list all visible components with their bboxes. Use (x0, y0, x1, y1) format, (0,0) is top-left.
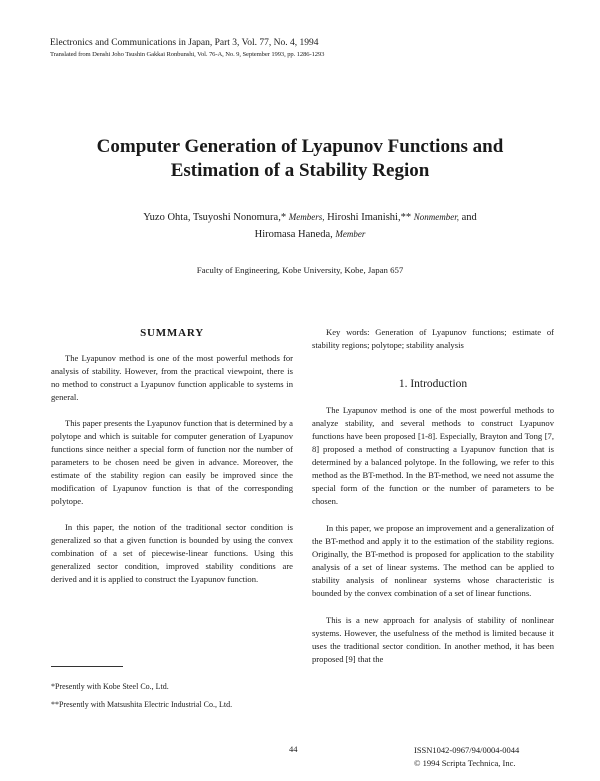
title-line-1: Computer Generation of Lyapunov Functions and (96, 136, 504, 157)
intro-body (312, 404, 554, 666)
author-1: Yuzo Ohta, Tsuyoshi Nonomura,* (143, 212, 287, 223)
summary-body (51, 352, 293, 586)
author-and: and (461, 212, 477, 223)
member-label-1: Members, (288, 212, 325, 222)
translation-note: Translated from Denshi Joho Tsushin Gakkai Ronbunshi, Vol. 76-A, No. 9, September 1993, pp. 1286-1293 (50, 51, 325, 58)
keywords (312, 326, 554, 352)
footnote-1: *Presently with Kobe Steel Co., Ltd. (51, 682, 169, 691)
journal-header: Electronics and Communications in Japan, Part 3, Vol. 77, No. 4, 1994 (50, 38, 319, 48)
intro-paragraph-1: The Lyapunov method is one of the most powerful methods to analyze stability, and several methods to construct Lyapunov functions have been proposed [1-8]. Especially, Brayton and Tong [7, 8] proposed a method of constructing a Lyapunov function that is determined by a balanced polytope. In the following, we refer to this method as the BT-method. In the BT-method, we need not assume the special form of the function or the number of parameters to be chosen. (312, 405, 554, 506)
keywords-text: Key words: Generation of Lyapunov functions; estimate of stability regions; polytope; stability analysis (312, 327, 554, 350)
footnote-2: **Presently with Matsushita Electric Industrial Co., Ltd. (51, 700, 233, 709)
author-3: Hiromasa Haneda, (254, 229, 333, 240)
paper-title (0, 135, 600, 183)
summary-paragraph-1: The Lyapunov method is one of the most powerful methods for analysis of stability. However, from the practical viewpoint, there is no method to construct a Lyapunov function applicable to systems in general. (51, 353, 293, 402)
summary-paragraph-2: This paper presents the Lyapunov function that is determined by a polytope and which is suitable for computer generation of Lyapunov functions since neither a special form of function nor the number of parameters to be chosen need be given in advance. Moreover, the estimate of the stability region can easily be improved since the modification of Lyapunov function is that of the corresponding polytope. (51, 418, 293, 506)
issn-block (414, 744, 519, 770)
author-2: Hiroshi Imanishi,** (327, 212, 412, 223)
author-list (100, 209, 520, 243)
member-label-2: Nonmember, (413, 212, 459, 222)
title-line-2: Estimation of a Stability Region (170, 160, 430, 181)
summary-heading: SUMMARY (140, 327, 204, 339)
intro-paragraph-3: This is a new approach for analysis of stability of nonlinear systems. However, the usefulness of the method is limited because it uses the traditional sector condition. In another method, it has been proposed [9] that the (312, 615, 554, 664)
intro-heading: 1. Introduction (398, 378, 468, 390)
page-number: 44 (289, 744, 298, 754)
issn: ISSN1042-0967/94/0004-0044 (414, 745, 520, 755)
copyright: © 1994 Scripta Technica, Inc. (414, 758, 516, 768)
footnote-rule (51, 666, 123, 667)
summary-paragraph-3: In this paper, the notion of the traditional sector condition is generalized so that a given function is bounded by using the convex combination of a set of piecewise-linear functions. Using this generalized sector condition, improved stability conditions are derived and it is applied to construct the Lyapunov function. (51, 522, 293, 584)
member-label-3: Member (335, 229, 366, 239)
affiliation: Faculty of Engineering, Kobe University, Kobe, Japan 657 (196, 265, 404, 275)
intro-paragraph-2: In this paper, we propose an improvement and a generalization of the BT-method and apply it to the estimation of the stability regions. Originally, the BT-method is proposed for application to the stability analysis of a set of linear systems. The method can be applied to stability analysis of nonlinear systems whose characteristic is bounded by the convex combination of a set of linear functions. (312, 523, 554, 598)
